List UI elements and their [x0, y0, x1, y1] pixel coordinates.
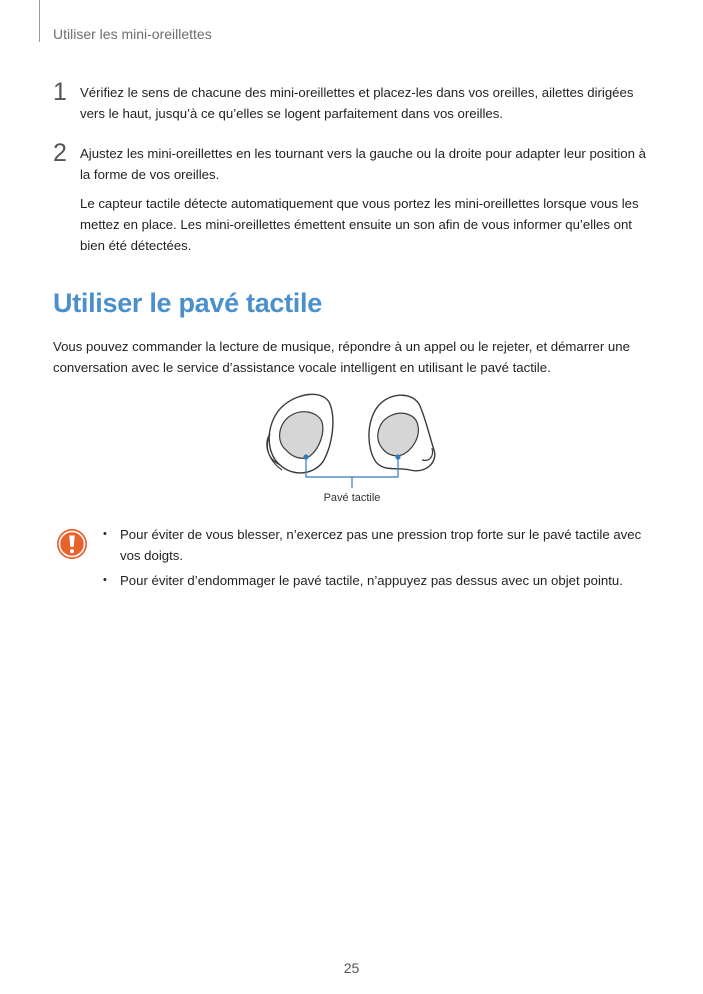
caution-icon	[56, 528, 88, 560]
bullet: •	[103, 528, 107, 540]
page-number: 25	[343, 960, 360, 976]
caution-item	[100, 570, 650, 591]
left-earbud	[267, 394, 333, 473]
section-title: Utiliser le pavé tactile	[53, 288, 322, 318]
step-number: 2	[53, 139, 67, 167]
step-text: Vérifiez le sens de chacune des mini-oreillettes et placez-les dans vos oreilles, ailettes dirigées vers le haut, jusqu’à ce qu’elles se logent parfaitement dans vos oreilles.	[80, 85, 634, 121]
caution-list	[100, 524, 650, 595]
section-intro: Vous pouvez commander la lecture de musique, répondre à un appel ou le rejeter, et démarrer une conversation avec le service d’assistance vocale intelligent en utilisant le pavé tactile.	[53, 339, 630, 375]
earbuds-illustration	[262, 390, 442, 495]
step-number: 1	[53, 78, 67, 106]
step-2	[53, 139, 653, 256]
figure-caption: Pavé tactile	[323, 492, 381, 504]
header-rule	[39, 0, 40, 42]
step-text: Ajustez les mini-oreillettes en les tournant vers la gauche ou la droite pour adapter leur position à la forme de vos oreilles.	[80, 146, 646, 182]
caution-item	[100, 524, 650, 566]
earbuds-figure	[262, 390, 442, 510]
step-1	[53, 78, 653, 124]
caution-text: Pour éviter d’endommager le pavé tactile, n’appuyez pas dessus avec un objet pointu.	[120, 573, 623, 588]
step-note: Le capteur tactile détecte automatiquement que vous portez les mini-oreillettes lorsque vous les mettez en place. Les mini-oreillettes émettent ensuite un son afin de vous informer qu’elles ont bien été détectées.	[80, 196, 639, 253]
caution-text: Pour éviter de vous blesser, n’exercez pas une pression trop forte sur le pavé tactile avec vos doigts.	[120, 527, 642, 563]
right-earbud	[369, 395, 435, 471]
bullet: •	[103, 574, 107, 586]
running-header: Utiliser les mini-oreillettes	[53, 26, 212, 42]
